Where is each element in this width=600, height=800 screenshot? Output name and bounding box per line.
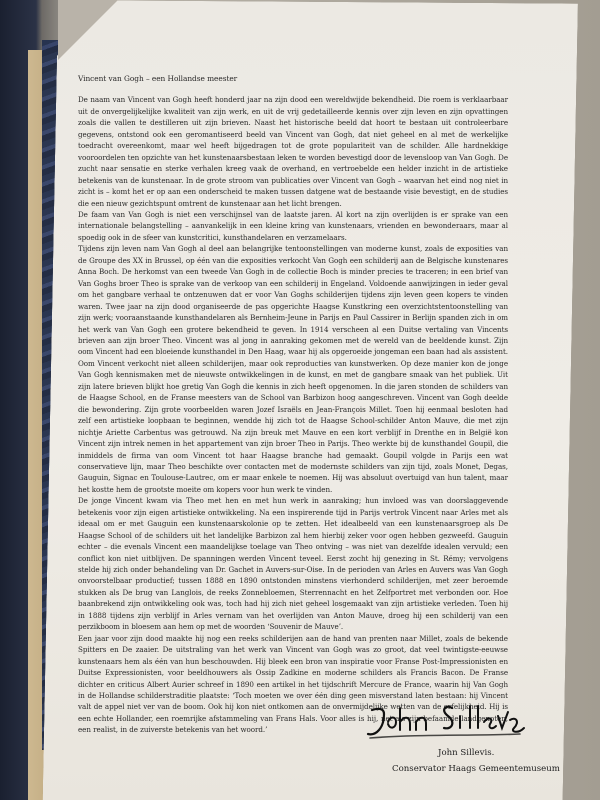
paragraph-2: De faam van Van Gogh is niet een verschijnsel van de laatste jaren. Al kort na zijn overlijden is er sprake van een internationale belangstelling – aanvankelijk in een kleine kring van kunstenaars, vrienden en bewonderaars, maar al spoedig ook in de sfeer van kunstcritici, kunsthandelaren en verzamelaars.	[78, 209, 508, 242]
paragraph-4: De jonge Vincent kwam via Theo met hen en met hun werk in aanraking; hun invloed was van doorslaggevende betekenis voor zijn eigen artistieke ontwikkeling. Na een inspirerende tijd in Parijs vertrok Vincent naar Arles met als ideaal om er met Gauguin een kunstenaarskolonie op te zetten. Het idealbeeld van een kunstenaarsgroep als De Haagse School of de schilders uit het landelijke Barbizon zal hem hierbij zeker voor ogen hebben gezweefd. Gauguin echter – die evenals Vincent een maandelijkse toelage van Theo ontving – was niet van dezelfde idealen vervuld; een conflict kon niet uitblijven. De spanningen werden Vincent teveel. Eerst zocht hij genezing in St. Rémy; vervolgens stelde hij zich onder behandeling van Dr. Gachet in Auvers-sur-Oise. In de perioden van Arles en Auvers was Van Gogh onvoorstelbaar productief; tussen 1888 en 1890 ontstonden minstens vierhonderd schilderijen, met zeer beroemde stukken als De brug van Langlois, de reeks Zonnebloemen, Sterrennacht en het Zelfportret met verbonden oor. Hoe baanbrekend zijn ontwikkeling ook was, toch had hij zich niet geheel losgemaakt van zijn artistieke verleden. Toen hij in 1888 tijdens zijn verblijf in Arles vernam van het overlijden van Anton Mauve, droeg hij een schilderij van een perzikboom in bloesem aan hem op met de woorden ‘Souvenir de Mauve’.	[78, 496, 508, 632]
author-name: John Sillevis.	[438, 748, 495, 758]
paragraph-1: De naam van Vincent van Gogh heeft honderd jaar na zijn dood een wereldwijde bekendheid. Die roem is verklaarbaar uit de onvergelijkelijke kwaliteit van zijn werk, en uit de vrij gedetailleerde kennis over zijn leven en zijn opvattingen zoals die vallen te destilleren uit zijn brieven. Naast het historische beeld dat hoort te bestaan uit controleerbare gegevens, ontstond ook een geromantiseerd beeld van Vincent van Gogh, dat niet geheel en al met de werkelijke toedracht overeenkomt, maar wel heeft bijgedragen tot de grote populariteit van de schilder. Alle hardnekkige vooroordelen ten opzichte van het kunstenaarsbestaan leken te worden bevestigd door de levensloop van Van Gogh. De zucht naar sensatie en sterke verhalen kreeg vaak de overhand, en vertroebelde een helder inzicht in de artistieke betekenis van de kunstenaar. In de grote stroom van publicaties over Vincent van Gogh – waarvan het eind nog niet in zicht is – komt het er op aan een onderscheid te maken tussen datgene wat de bestaande visie bevestigt, en de studies die een nieuw gezichtspunt omtrent de kunstenaar aan het licht brengen.	[78, 95, 508, 208]
document-text	[78, 73, 508, 736]
document-title: Vincent van Gogh – een Hollandse meester	[78, 74, 238, 83]
paragraph-5: Een jaar voor zijn dood maakte hij nog een reeks schilderijen aan de hand van prenten naar Millet, zoals de bekende Spitters en De zaaier. De uitstraling van het werk van Vincent van Gogh was zo groot, dat veel twintigste-eeuwse kunstenaars hem als één van hun beschouwden. Hij bleek een bron van inspiratie voor Franse Post-Impressionisten en Duitse Expressionisten, voor beeldhouwers als Ossip Zadkine en moderne schilders als Francis Bacon. De Franse dichter en criticus Albert Aurier schreef in 1890 een artikel in het tijdschrift Mercure de France, waarin hij Van Gogh in de Hollandse schilderstraditie plaatste: ‘Toch moeten we over één ding geen misverstand laten bestaan: hij Vincent valt de appel niet ver van de boom. Ook hij kon niet ontkomen aan de onvermijdelijke wetten van de erfelijkheid. Hij is een echte Hollander, een roemrijke afstammeling van Frans Hals. Voor alles is hij, net als zijn befaamde landgenoten, een realist, in de zuiverste betekenis van het woord.’	[78, 633, 508, 735]
handwritten-signature	[360, 688, 530, 748]
author-role: Conservator Haags Gemeentemuseum	[392, 764, 560, 774]
paragraph-3: Tijdens zijn leven nam Van Gogh al deel aan belangrijke tentoonstellingen van moderne kunst, zoals de exposities van de Groupe des XX in Brussel, op één van die exposities verkocht Van Gogh een schilderij aan de Belgische kunstenares Anna Boch. De herkomst van een tweede Van Gogh in de collectie Boch is minder precies te traceren; in een brief van Van Goghs broer Theo is sprake van de verkoop van een schilderij in Engeland. Voldoende aanwijzingen in ieder geval om het gangbare verhaal te ontzenuwen dat er voor Van Goghs schilderijen tijdens zijn leven geen kopers te vinden waren. Twee jaar na zijn dood organiseerde de pas opgerichte Haagse Kunstkring een overzichtstentoonstelling van zijn werk; vooraanstaande kunsthandelaren als Bernheim-Jeune in Parijs en Paul Cassirer in Berlijn spanden zich in om het werk van Van Gogh een grotere bekendheid te geven. In 1914 verscheen al een Duitse vertaling van Vincents brieven aan zijn broer Theo. Vincent was al jong in aanraking gekomen met de wereld van de beeldende kunst. Zijn oom Vincent had een bloeiende kunsthandel in Den Haag, waar hij als opgeroeide jongeman een baan had als assistent. Oom Vincent verkocht niet alleen schilderijen, maar ook reproducties van kunstwerken. Op deze manier kon de jonge Van Gogh kennismaken met de nieuwste ontwikkelingen in de kunst, en met de gangbare smaak van het publiek. Uit zijn latere brieven blijkt hoe gretig Van Gogh die kennis in zich heeft opgenomen. In die jaren stonden de schilders van de Haagse School, en de Franse meesters van de School van Barbizon hoog aangeschreven. Vincent van Gogh deelde die bewondering. Zijn grote voorbeelden waren Jozef Israëls en Jean-François Millet. Toen hij eenmaal besloten had zelf een artistieke loopbaan te beginnen, wendde hij zich tot de Haagse School-schilder Anton Mauve, die met zijn nichtje Ariette Carbentus was getrouwd. Na zijn breuk met Mauve en een kort verblijf in Drenthe en in België kon Vincent zijn intrek nemen in het appartement van zijn broer Theo in Parijs. Theo werkte bij de kunsthandel Goupil, die inmiddels de firma van oom Vincent tot haar Haagse branche had gemaakt. Goupil volgde in Parijs een wat conservatieve lijn, maar Theo beschikte over contacten met de modernste schilders van zijn tijd, zoals Monet, Degas, Gauguin, Signac en Toulouse-Lautrec, om er maar enkele te noemen. Hij was absoluut overtuigd van hun talent, maar het kostte hem de grootste moeite om kopers voor hun werk te vinden.	[78, 244, 508, 494]
